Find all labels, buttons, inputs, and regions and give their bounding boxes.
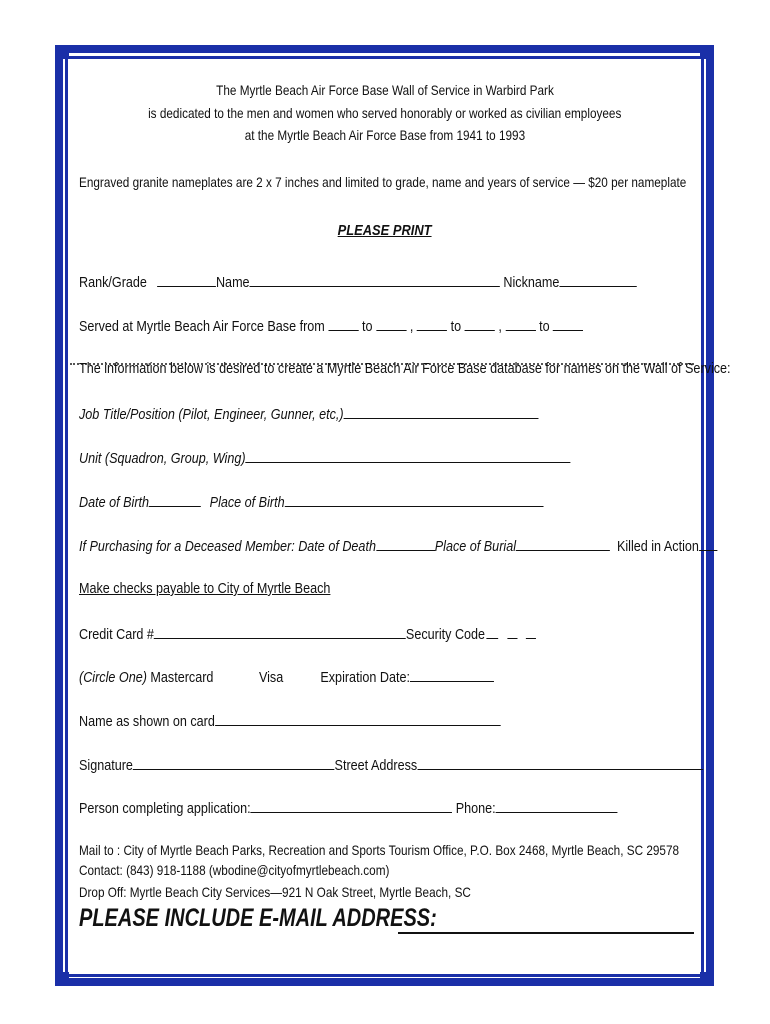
pob-field[interactable] — [285, 492, 544, 507]
signature-row — [79, 755, 703, 774]
nickname-field[interactable] — [559, 272, 636, 287]
checks-payable-text: Make checks payable to City of Myrtle Beach — [79, 580, 331, 597]
phone-field[interactable] — [496, 798, 618, 813]
security-digit-3[interactable] — [526, 624, 536, 639]
name-field[interactable] — [250, 272, 500, 287]
email-address-field[interactable] — [398, 932, 694, 934]
to-label-1: to — [362, 318, 373, 335]
birth-row — [79, 492, 543, 511]
served-to-1[interactable] — [376, 316, 406, 331]
person-row — [79, 798, 617, 817]
served-label: Served at Myrtle Beach Air Force Base from — [79, 318, 325, 335]
drop-off-text: Drop Off: Myrtle Beach City Services—921 N Oak Street, Myrtle Beach, SC — [79, 884, 471, 900]
job-label: Job Title/Position (Pilot, Engineer, Gunner, etc,) — [79, 406, 344, 423]
nickname-label: Nickname — [503, 274, 560, 291]
served-to-3[interactable] — [553, 316, 583, 331]
contact-text: Contact: (843) 918-1188 (wbodine@cityofmyrtlebeach.com) — [79, 862, 390, 878]
rank-name-row — [79, 272, 637, 291]
served-to-2[interactable] — [465, 316, 495, 331]
circle-one-label: (Circle One) — [79, 669, 147, 686]
security-label: Security Code — [405, 626, 486, 643]
credit-card-row — [79, 624, 536, 643]
expiration-field[interactable] — [410, 667, 494, 682]
dob-field[interactable] — [149, 492, 201, 507]
please-print-heading: PLEASE PRINT — [338, 222, 432, 239]
comma-2: , — [498, 318, 502, 335]
served-from-1[interactable] — [328, 316, 358, 331]
security-digit-1[interactable] — [487, 624, 499, 639]
pob-label: Place of Birth — [209, 494, 285, 511]
job-row — [79, 404, 539, 423]
phone-label: Phone: — [455, 800, 496, 817]
pricing-text: Engraved granite nameplates are 2 x 7 inches and limited to grade, name and years of service — $20 per nameplate — [79, 174, 687, 190]
kia-field[interactable] — [699, 536, 717, 551]
street-address-field[interactable] — [417, 755, 703, 770]
to-label-2: to — [450, 318, 462, 335]
dob-label: Date of Birth — [79, 494, 150, 511]
deceased-row — [79, 536, 717, 555]
served-from-3[interactable] — [505, 316, 535, 331]
burial-field[interactable] — [516, 536, 610, 551]
cc-label: Credit Card # — [79, 626, 154, 643]
death-date-field[interactable] — [376, 536, 435, 551]
served-row — [79, 316, 583, 335]
name-on-card-row — [79, 711, 500, 730]
unit-label: Unit (Squadron, Group, Wing) — [79, 450, 246, 467]
expiration-label: Expiration Date: — [320, 669, 411, 686]
deceased-label: If Purchasing for a Deceased Member: Date of Death — [79, 538, 376, 555]
email-prompt: PLEASE INCLUDE E-MAIL ADDRESS: — [79, 904, 437, 932]
street-label: Street Address — [334, 757, 418, 774]
kia-label: Killed in Action — [616, 538, 699, 555]
comma-1: , — [409, 318, 414, 335]
burial-label: Place of Burial — [434, 538, 516, 555]
info-note: The information below is desired to create a Myrtle Beach Air Force Base database for names on the Wall of Service: — [79, 360, 731, 377]
cc-number-field[interactable] — [154, 624, 406, 639]
person-field[interactable] — [251, 798, 453, 813]
mastercard-option[interactable]: Mastercard — [150, 669, 214, 686]
header-line-2: is dedicated to the men and women who served honorably or worked as civilian employees — [148, 105, 622, 121]
job-field[interactable] — [344, 404, 539, 419]
rank-field[interactable] — [157, 272, 216, 287]
visa-option[interactable]: Visa — [258, 669, 284, 686]
mail-to-text: Mail to : City of Myrtle Beach Parks, Recreation and Sports Tourism Office, P.O. Box 2468, Myrtle Beach, SC 29578 — [79, 842, 680, 858]
signature-label: Signature — [79, 757, 133, 774]
served-from-2[interactable] — [417, 316, 447, 331]
to-label-3: to — [539, 318, 550, 335]
person-label: Person completing application: — [79, 800, 251, 817]
name-on-card-label: Name as shown on card — [79, 713, 215, 730]
rank-label: Rank/Grade — [79, 274, 147, 291]
card-type-row — [79, 667, 494, 686]
header-line-3: at the Myrtle Beach Air Force Base from 1941 to 1993 — [244, 127, 526, 143]
unit-row — [79, 448, 571, 467]
name-on-card-field[interactable] — [215, 711, 501, 726]
signature-field[interactable] — [133, 755, 335, 770]
header-line-1: The Myrtle Beach Air Force Base Wall of Service in Warbird Park — [216, 82, 554, 98]
unit-field[interactable] — [246, 448, 571, 463]
security-digit-2[interactable] — [507, 624, 517, 639]
name-label: Name — [215, 274, 250, 291]
